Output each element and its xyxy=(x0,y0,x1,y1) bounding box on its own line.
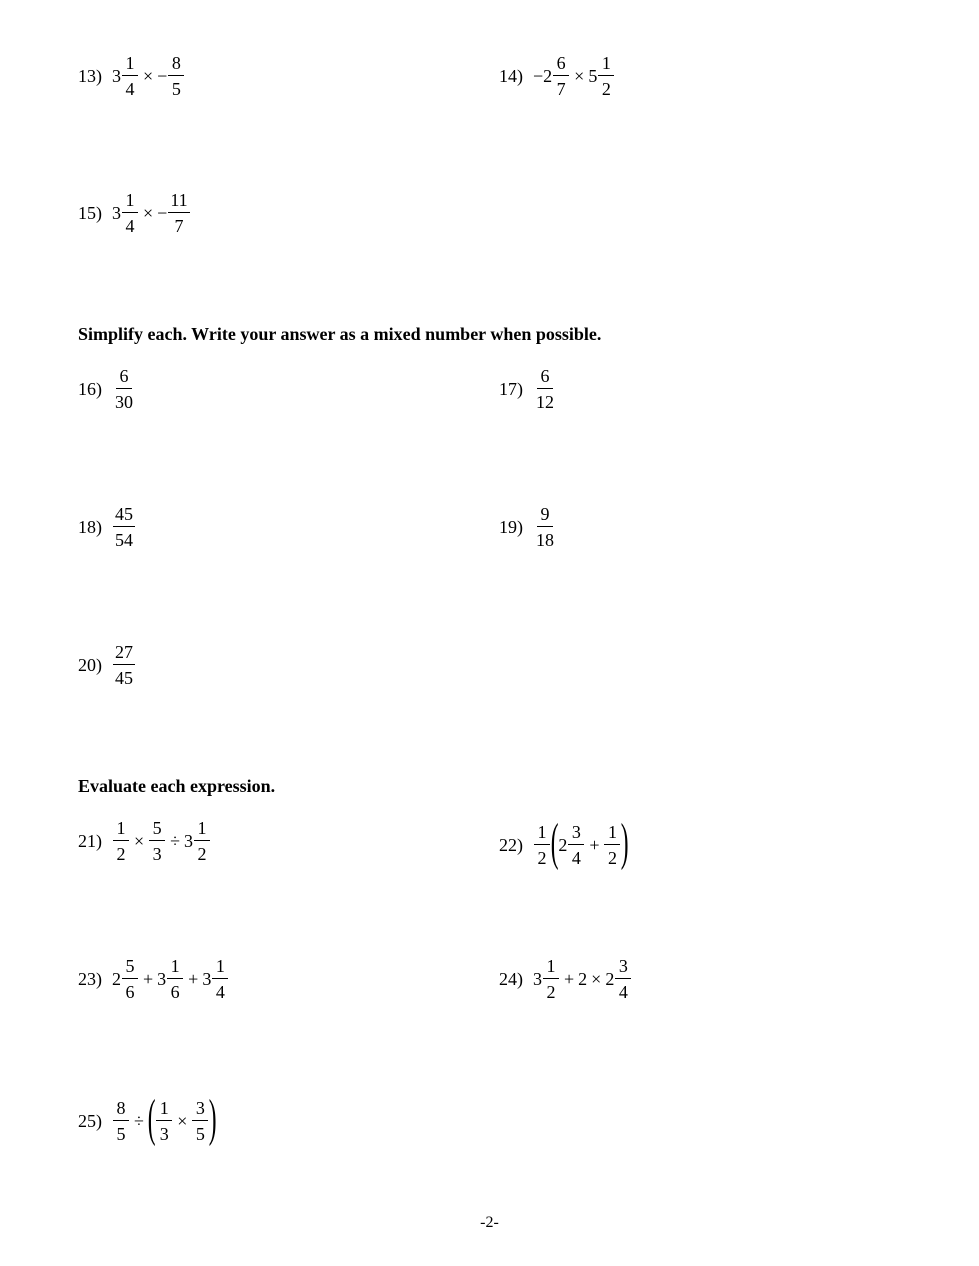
problem-20 xyxy=(78,643,136,687)
fraction: $\frac{8}{5}$ xyxy=(168,54,184,98)
fraction: $\frac{1}{4}$ xyxy=(212,957,228,1001)
fraction: $\frac{45}{54}$ xyxy=(115,504,133,550)
fraction: $\frac{5}{3}$ xyxy=(149,819,165,863)
section-instruction-evaluate: Evaluate each expression. xyxy=(78,776,276,796)
fraction: $\frac{1}{2}$ xyxy=(543,957,559,1001)
right-paren: ) xyxy=(621,814,630,871)
negative-sign: − xyxy=(157,203,168,223)
operator: × xyxy=(177,1111,188,1131)
fraction: $\frac{9}{18}$ xyxy=(536,504,554,550)
whole: 5 xyxy=(588,66,598,86)
whole: 3 xyxy=(202,969,212,989)
fraction: $\frac{6}{7}$ xyxy=(553,54,569,98)
problem-number: 15) xyxy=(78,203,102,223)
problem-13 xyxy=(78,54,185,98)
problem-number: 21) xyxy=(78,831,102,851)
operator: + xyxy=(589,835,600,855)
whole: −2 xyxy=(533,66,553,86)
fraction: $\frac{1}{2}$ xyxy=(534,823,550,867)
problem-number: 25) xyxy=(78,1111,102,1131)
section-instruction-simplify: Simplify each. Write your answer as a mixed number when possible. xyxy=(78,324,602,344)
problem-24 xyxy=(499,957,632,1001)
operator: ÷ xyxy=(170,831,181,851)
fraction: $\frac{11}{7}$ xyxy=(170,190,188,236)
whole: 3 xyxy=(112,66,121,86)
fraction: $\frac{1}{3}$ xyxy=(156,1099,172,1143)
problem-number: 16) xyxy=(78,379,102,399)
page-number: -2- xyxy=(480,1214,499,1231)
fraction: $\frac{1}{6}$ xyxy=(167,957,183,1001)
operator: + xyxy=(143,969,154,989)
fraction: $\frac{27}{45}$ xyxy=(115,642,133,688)
problem-19 xyxy=(499,505,557,549)
operator: × xyxy=(143,66,154,86)
whole: 2 xyxy=(605,969,615,989)
whole: 2 xyxy=(558,835,568,855)
problem-25 xyxy=(78,1090,217,1147)
multiplier: 2 xyxy=(578,969,588,989)
fraction: $\frac{1}{2}$ xyxy=(604,823,620,867)
right-paren: ) xyxy=(209,1090,217,1147)
problem-number: 13) xyxy=(78,66,102,86)
fraction: $\frac{1}{2}$ xyxy=(113,819,129,863)
operator: + xyxy=(564,969,575,989)
problem-23 xyxy=(78,957,229,1001)
problem-16 xyxy=(78,367,136,411)
problem-number: 20) xyxy=(78,655,102,675)
problem-18 xyxy=(78,505,136,549)
operator: ÷ xyxy=(134,1111,144,1131)
operator: × xyxy=(591,969,602,989)
fraction: $\frac{1}{2}$ xyxy=(194,819,210,863)
problem-number: 23) xyxy=(78,969,102,989)
problem-number: 24) xyxy=(499,969,523,989)
whole: 3 xyxy=(112,203,121,223)
fraction: $\frac{8}{5}$ xyxy=(113,1099,129,1143)
negative-sign: − xyxy=(157,66,168,86)
whole: 2 xyxy=(112,969,121,989)
fraction: $\frac{3}{4}$ xyxy=(568,823,584,867)
fraction: $\frac{6}{30}$ xyxy=(115,366,133,412)
whole: 3 xyxy=(184,831,194,851)
problem-22 xyxy=(499,814,630,871)
fraction: $\frac{1}{4}$ xyxy=(122,191,138,235)
fraction: $\frac{1}{2}$ xyxy=(598,54,614,98)
problem-number: 19) xyxy=(499,517,523,537)
operator: × xyxy=(134,831,145,851)
fraction: $\frac{3}{5}$ xyxy=(192,1099,208,1143)
problem-number: 14) xyxy=(499,66,523,86)
problem-17 xyxy=(499,367,557,411)
problem-15 xyxy=(78,191,191,235)
whole: 3 xyxy=(157,969,167,989)
whole: 3 xyxy=(533,969,542,989)
operator: × xyxy=(574,66,585,86)
left-paren: ( xyxy=(147,1090,156,1147)
problem-21 xyxy=(78,819,211,863)
operator: × xyxy=(143,203,154,223)
problem-number: 18) xyxy=(78,517,102,537)
fraction: $\frac{3}{4}$ xyxy=(615,957,631,1001)
fraction: $\frac{6}{12}$ xyxy=(536,366,554,412)
fraction: $\frac{1}{4}$ xyxy=(122,54,138,98)
left-paren: ( xyxy=(550,814,559,871)
problem-14 xyxy=(499,54,615,98)
operator: + xyxy=(188,969,199,989)
problem-number: 17) xyxy=(499,379,523,399)
fraction: $\frac{5}{6}$ xyxy=(122,957,138,1001)
problem-number: 22) xyxy=(499,835,523,855)
